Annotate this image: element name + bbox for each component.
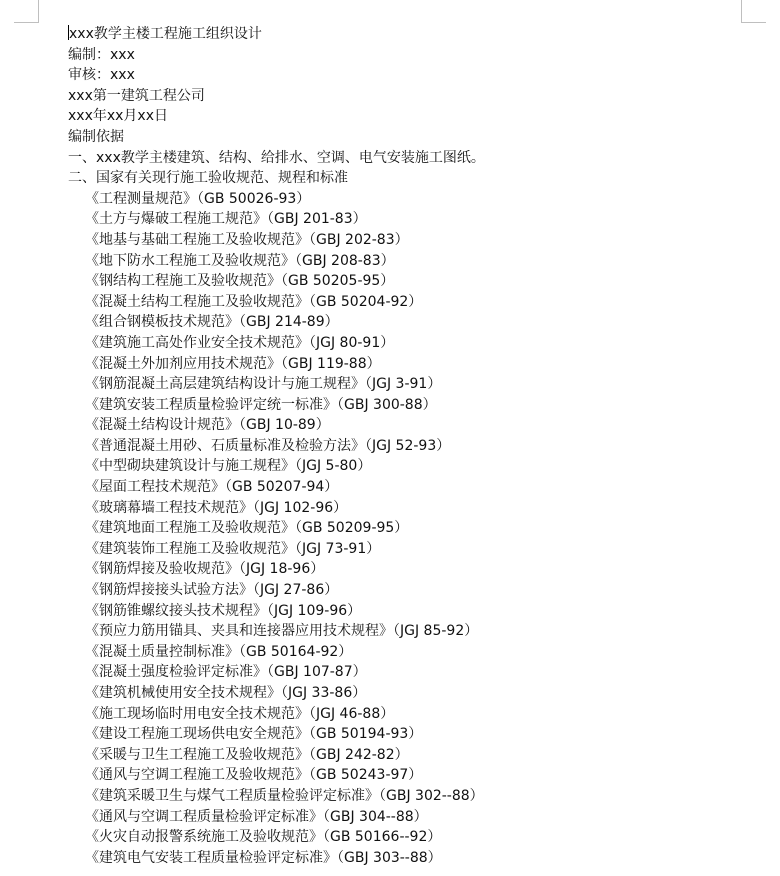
reviewer-line: 审核：xxx [68, 67, 135, 84]
standard-item: 《建筑电气安装工程质量检验评定标准》（GBJ 303--88） [85, 849, 442, 866]
document-title-line [68, 24, 758, 45]
standard-item: 《采暖与卫生工程施工及验收规范》（GBJ 242-82） [85, 746, 409, 763]
standard-item: 《通风与空调工程施工及验收规范》（GB 50243-97） [85, 767, 423, 784]
section-heading: 编制依据 [68, 128, 124, 145]
basis-item-2: 二、国家有关现行施工验收规范、规程和标准 [68, 170, 348, 187]
standard-item: 《土方与爆破工程施工规范》（GBJ 201-83） [85, 211, 367, 228]
standard-item: 《建筑装饰工程施工及验收规范》（JGJ 73-91） [85, 540, 381, 557]
date-line: xxx年xx月xx日 [68, 108, 168, 125]
standard-item: 《中型砌块建筑设计与施工规程》（JGJ 5-80） [85, 458, 372, 475]
standard-item: 《建筑安装工程质量检验评定统一标准》（GBJ 300-88） [85, 396, 437, 413]
page-corner-mark-left [14, 0, 39, 23]
standard-item: 《火灾自动报警系统施工及验收规范》（GB 50166--92） [85, 829, 442, 846]
standard-item: 《建筑施工高处作业安全技术规范》（JGJ 80-91） [85, 334, 395, 351]
standard-item: 《地下防水工程施工及验收规范》（GBJ 208-83） [85, 252, 395, 269]
standard-item: 《普通混凝土用砂、石质量标准及检验方法》（JGJ 52-93） [85, 437, 451, 454]
standard-item: 《施工现场临时用电安全技术规范》（JGJ 46-88） [85, 705, 395, 722]
standard-item: 《工程测量规范》（GB 50026-93） [85, 190, 311, 207]
standard-item: 《预应力筋用锚具、夹具和连接器应用技术规程》（JGJ 85-92） [85, 623, 479, 640]
standard-item: 《混凝土外加剂应用技术规范》（GBJ 119-88） [85, 355, 381, 372]
standard-item: 《混凝土结构设计规范》（GBJ 10-89） [85, 417, 330, 434]
standard-item: 《屋面工程技术规范》（GB 50207-94） [85, 479, 339, 496]
document-body[interactable] [68, 24, 758, 868]
compiler-line: 编制：xxx [68, 46, 135, 63]
standard-item: 《组合钢模板技术规范》（GBJ 214-89） [85, 314, 339, 331]
standard-item: 《通风与空调工程质量检验评定标准》（GBJ 304--88） [85, 808, 428, 825]
standard-item: 《混凝土强度检验评定标准》（GBJ 107-87） [85, 664, 367, 681]
basis-item-1: 一、xxx教学主楼建筑、结构、给排水、空调、电气安装施工图纸。 [68, 149, 485, 166]
standard-item: 《钢筋焊接接头试验方法》（JGJ 27-86） [85, 582, 339, 599]
standard-item: 《钢筋锥螺纹接头技术规程》（JGJ 109-96） [85, 602, 362, 619]
document-title: xxx教学主楼工程施工组织设计 [69, 26, 262, 42]
standard-item: 《玻璃幕墙工程技术规范》（JGJ 102-96） [85, 499, 348, 516]
standard-item: 《钢筋焊接及验收规范》（JGJ 18-96） [85, 561, 325, 578]
page-corner-mark-right [741, 0, 766, 23]
standard-item: 《钢筋混凝土高层建筑结构设计与施工规程》（JGJ 3-91） [85, 376, 442, 393]
standard-item: 《建设工程施工现场供电安全规范》（GB 50194-93） [85, 726, 423, 743]
standard-item: 《混凝土结构工程施工及验收规范》（GB 50204-92） [85, 293, 423, 310]
standard-item: 《建筑地面工程施工及验收规范》（GB 50209-95） [85, 520, 409, 537]
standard-item: 《混凝土质量控制标准》（GB 50164-92） [85, 643, 353, 660]
standard-item: 《地基与基础工程施工及验收规范》（GBJ 202-83） [85, 231, 409, 248]
standard-item: 《建筑机械使用安全技术规程》（JGJ 33-86） [85, 685, 367, 701]
standard-item: 《建筑采暖卫生与煤气工程质量检验评定标准》（GBJ 302--88） [85, 787, 484, 804]
company-line: xxx第一建筑工程公司 [68, 87, 205, 104]
standard-item: 《钢结构工程施工及验收规范》（GB 50205-95） [85, 273, 395, 290]
